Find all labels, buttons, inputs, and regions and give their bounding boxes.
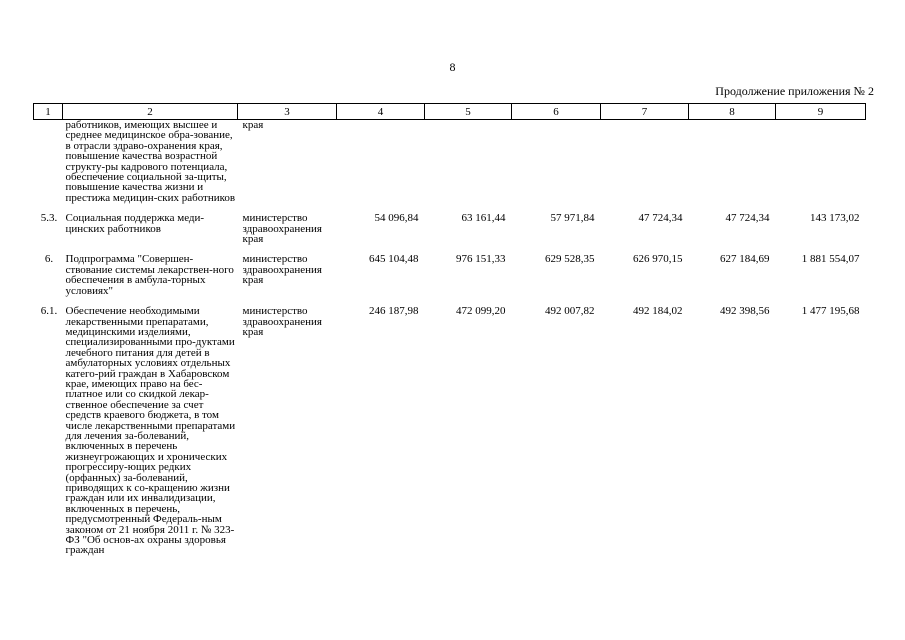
row-value: 492 398,56 — [720, 305, 770, 318]
header-cell: 2 — [63, 104, 238, 120]
row-responsible: министерство здравоохранения края — [242, 305, 322, 338]
row-value: 1 881 554,07 — [801, 253, 860, 266]
row-value: 976 151,33 — [456, 253, 506, 266]
row-value: 47 724,34 — [725, 212, 770, 225]
row-number: 5.3. — [40, 212, 58, 225]
page-number: 8 — [449, 60, 456, 74]
row-responsible: министерство здравоохранения края — [242, 253, 322, 287]
row-value — [425, 120, 512, 204]
row-value: 1 477 195,68 — [801, 305, 860, 318]
row-value: 57 971,84 — [550, 212, 595, 225]
row-value: 645 104,48 — [369, 253, 419, 266]
header-cell: 6 — [512, 104, 601, 120]
header-row — [34, 104, 866, 120]
budget-table — [33, 103, 866, 556]
row-value — [689, 120, 776, 204]
header-cell: 1 — [34, 104, 63, 120]
table-row — [34, 213, 866, 244]
row-value: 626 970,15 — [633, 253, 683, 266]
row-value: 47 724,34 — [638, 212, 683, 225]
header-cell: 7 — [601, 104, 689, 120]
row-value: 492 007,82 — [545, 305, 595, 318]
row-number: 6. — [44, 253, 54, 266]
row-responsible: края — [242, 119, 264, 131]
header-cell: 4 — [337, 104, 425, 120]
header-cell: 9 — [776, 104, 866, 120]
header-cell: 8 — [689, 104, 776, 120]
row-value: 472 099,20 — [456, 305, 506, 318]
row-value: 246 187,98 — [369, 305, 419, 318]
continuation-label: Продолжение приложения № 2 — [715, 84, 874, 98]
row-value — [337, 120, 425, 204]
row-responsible: министерство здравоохранения края — [242, 212, 322, 246]
table-row — [34, 254, 866, 296]
row-name: Социальная поддержка меди-цинских работников — [65, 212, 205, 235]
row-value — [776, 120, 866, 204]
header-cell: 3 — [238, 104, 337, 120]
row-value: 143 173,02 — [810, 212, 860, 225]
row-number — [34, 120, 63, 204]
table-row — [34, 306, 866, 556]
row-value: 492 184,02 — [633, 305, 683, 318]
row-value: 627 184,69 — [720, 253, 770, 266]
row-value: 63 161,44 — [461, 212, 506, 225]
row-name: работников, имеющих высшее и среднее медицинское обра-зование, в отрасли здраво-охранения края, повышение качества возрастной структу-ры кадрового потенциала, обеспечение социальной за-щиты, повышение качества жизни и престижа медицин-ских работников — [65, 119, 236, 204]
row-name: Обеспечение необходимыми лекарственными препаратами, медицинскими изделиями, специализированными про-дуктами лечебного питания для детей в амбулаторных условиях отдельных катего-рий граждан в Хабаровском крае, имеющих право на бес-платное или со скидкой лекар-ственное обеспечение за счет средств краевого бюджета, в том числе лекарственными препаратами для лечения за-болеваний, включенных в перечень жизнеугрожающих и хронических прогрессиру-ющих редких (орфанных) за-болеваний, приводящих к со-кращению жизни граждан или их инвалидизации, включенных в перечень, предусмотренный Федераль-ным законом от 21 ноября 2011 г. № 323-ФЗ "Об основ-ах охраны здоровья граждан — [65, 305, 236, 557]
row-value: 54 096,84 — [374, 212, 419, 225]
row-name: Подпрограмма "Совершен-ствование системы лекарствен-ного обеспечения в амбула-торных условиях" — [65, 253, 234, 297]
header-cell: 5 — [425, 104, 512, 120]
table-row — [34, 120, 866, 204]
row-value — [601, 120, 689, 204]
row-number: 6.1. — [40, 305, 58, 318]
row-value: 629 528,35 — [545, 253, 595, 266]
row-value — [512, 120, 601, 204]
